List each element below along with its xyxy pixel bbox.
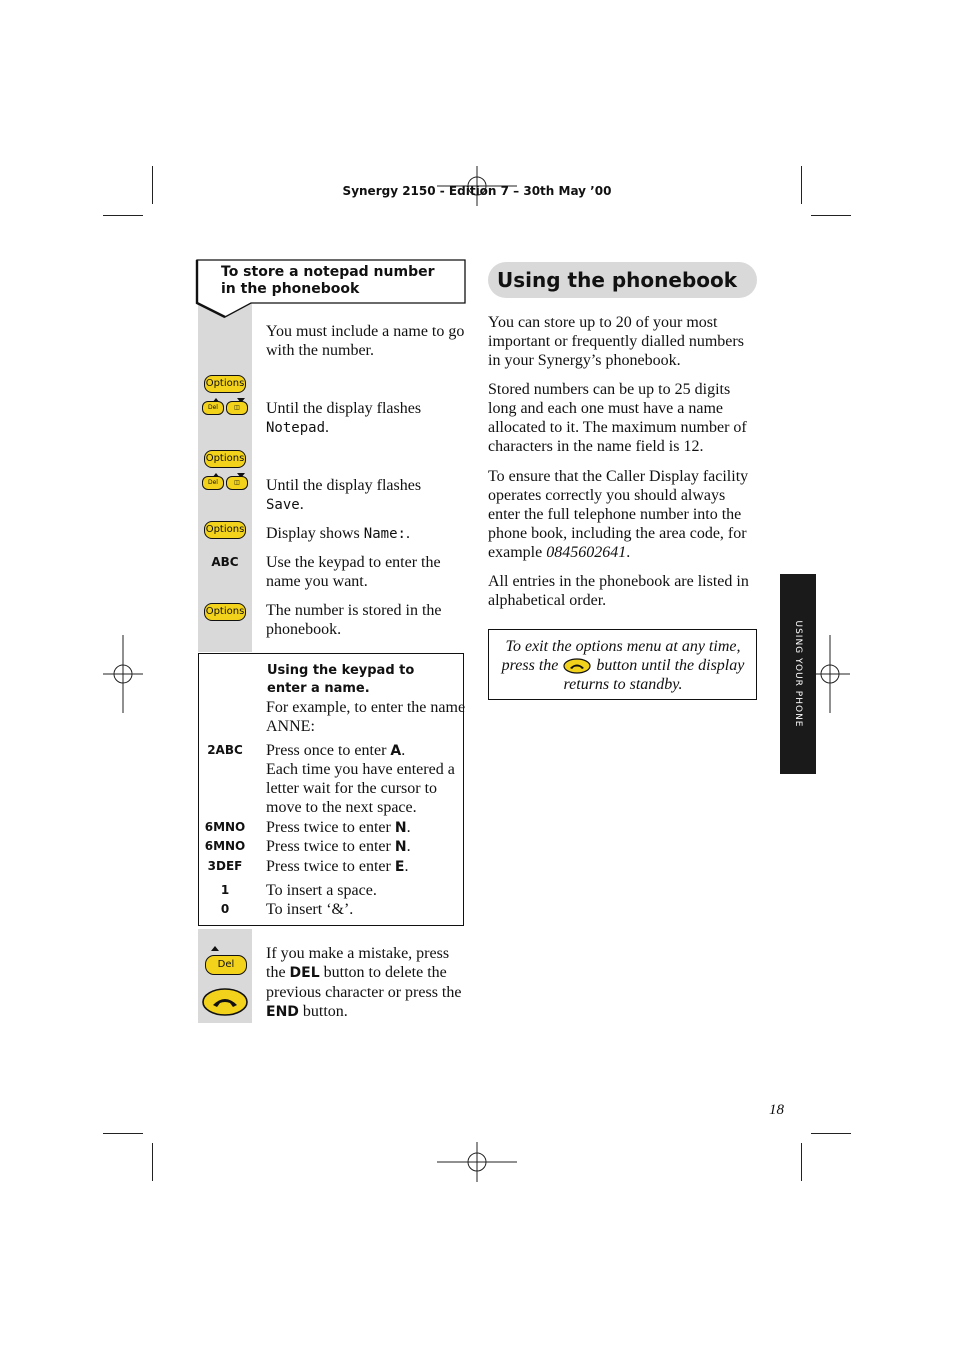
paragraph: All entries in the phonebook are listed in alphabetical order. bbox=[488, 573, 749, 609]
step-text: The number is stored in the phonebook. bbox=[266, 602, 442, 638]
edition-header: Synergy 2150 - Edition 7 – 30th May ’00 bbox=[342, 184, 612, 198]
step-text: Use the keypad to enter the name you want. bbox=[266, 554, 441, 590]
crop-mark bbox=[801, 1143, 802, 1181]
crop-mark bbox=[811, 215, 851, 216]
keypad-box-intro: For example, to enter the name ANNE: bbox=[266, 699, 466, 735]
keypad-key-label: 3DEF bbox=[207, 859, 243, 873]
notepad-section-title: To store a notepad number in the phonebook bbox=[221, 264, 435, 297]
tip-text: To exit the options menu at any time, press the button until the display returns to standby. bbox=[501, 638, 745, 693]
step-text: You must include a name to go with the number. bbox=[266, 323, 465, 359]
keypad-row-text: Press twice to enter N. bbox=[266, 838, 411, 855]
del-button-icon: Del bbox=[202, 476, 224, 490]
keypad-key-label: 0 bbox=[220, 902, 230, 916]
keypad-key-label: 6MNO bbox=[204, 820, 246, 834]
del-button-icon: Del bbox=[205, 955, 247, 975]
keypad-row-text: Press twice to enter N. bbox=[266, 819, 411, 836]
options-button-icon: Options bbox=[204, 450, 246, 468]
display-text: Notepad bbox=[266, 420, 326, 436]
registration-mark-left bbox=[103, 635, 143, 713]
keypad-row-text: To insert ‘&’. bbox=[266, 901, 354, 918]
page-title: Using the phonebook bbox=[497, 268, 738, 292]
keypad-row-text: Press once to enter A. bbox=[266, 742, 406, 759]
display-text: Name: bbox=[363, 526, 406, 542]
options-button-icon: Options bbox=[204, 521, 246, 539]
step-text: Display shows Name:. bbox=[266, 525, 410, 542]
keypad-row-text: Press twice to enter E. bbox=[266, 858, 409, 875]
del-button-icon: Del bbox=[202, 401, 224, 415]
crop-mark bbox=[103, 1133, 143, 1134]
end-call-button-icon bbox=[562, 658, 592, 674]
keypad-row-text: Each time you have entered a letter wait for the cursor to move to the next space. bbox=[266, 761, 455, 816]
options-button-icon: Options bbox=[204, 603, 246, 621]
phonebook-button-icon: ◫ bbox=[226, 476, 248, 490]
registration-mark-bottom bbox=[437, 1142, 517, 1182]
end-call-button-icon bbox=[201, 987, 249, 1017]
keypad-key-label: 2ABC bbox=[207, 743, 243, 757]
mistake-text: If you make a mistake, press the DEL button to delete the previous character or press the END button. bbox=[266, 945, 462, 1020]
display-text: Save bbox=[266, 497, 300, 513]
options-button-icon: Options bbox=[204, 375, 246, 393]
keypad-key-label: 6MNO bbox=[204, 839, 246, 853]
registration-mark-right bbox=[810, 635, 850, 713]
paragraph: To ensure that the Caller Display facility operates correctly you should always enter the full telephone number into the phone book, including the area code, for example 0845602641. bbox=[488, 468, 749, 561]
crop-mark bbox=[103, 215, 143, 216]
keypad-row-text: To insert a space. bbox=[266, 882, 377, 899]
phonebook-button-icon: ◫ bbox=[226, 401, 248, 415]
step-text: Until the display flashes Save. bbox=[266, 477, 422, 513]
keypad-box-heading: Using the keypad to enter a name. bbox=[267, 663, 415, 696]
example-number: 0845602641 bbox=[546, 544, 627, 561]
crop-mark bbox=[152, 1143, 153, 1181]
crop-mark bbox=[811, 1133, 851, 1134]
side-tab-label: USING YOUR PHONE bbox=[793, 620, 803, 728]
paragraph: Stored numbers can be up to 25 digits long and each one must have a name allocated to it. The maximum number of characters in the name field is 12. bbox=[488, 381, 747, 455]
page-number: 18 bbox=[769, 1102, 784, 1118]
step-text: Until the display flashes Notepad. bbox=[266, 400, 422, 436]
keypad-key-label: ABC bbox=[211, 555, 239, 569]
arrow-up-icon bbox=[211, 946, 219, 951]
paragraph: You can store up to 20 of your most important or frequently dialled numbers in your Synergy’s phonebook. bbox=[488, 314, 744, 369]
keypad-key-label: 1 bbox=[220, 883, 230, 897]
